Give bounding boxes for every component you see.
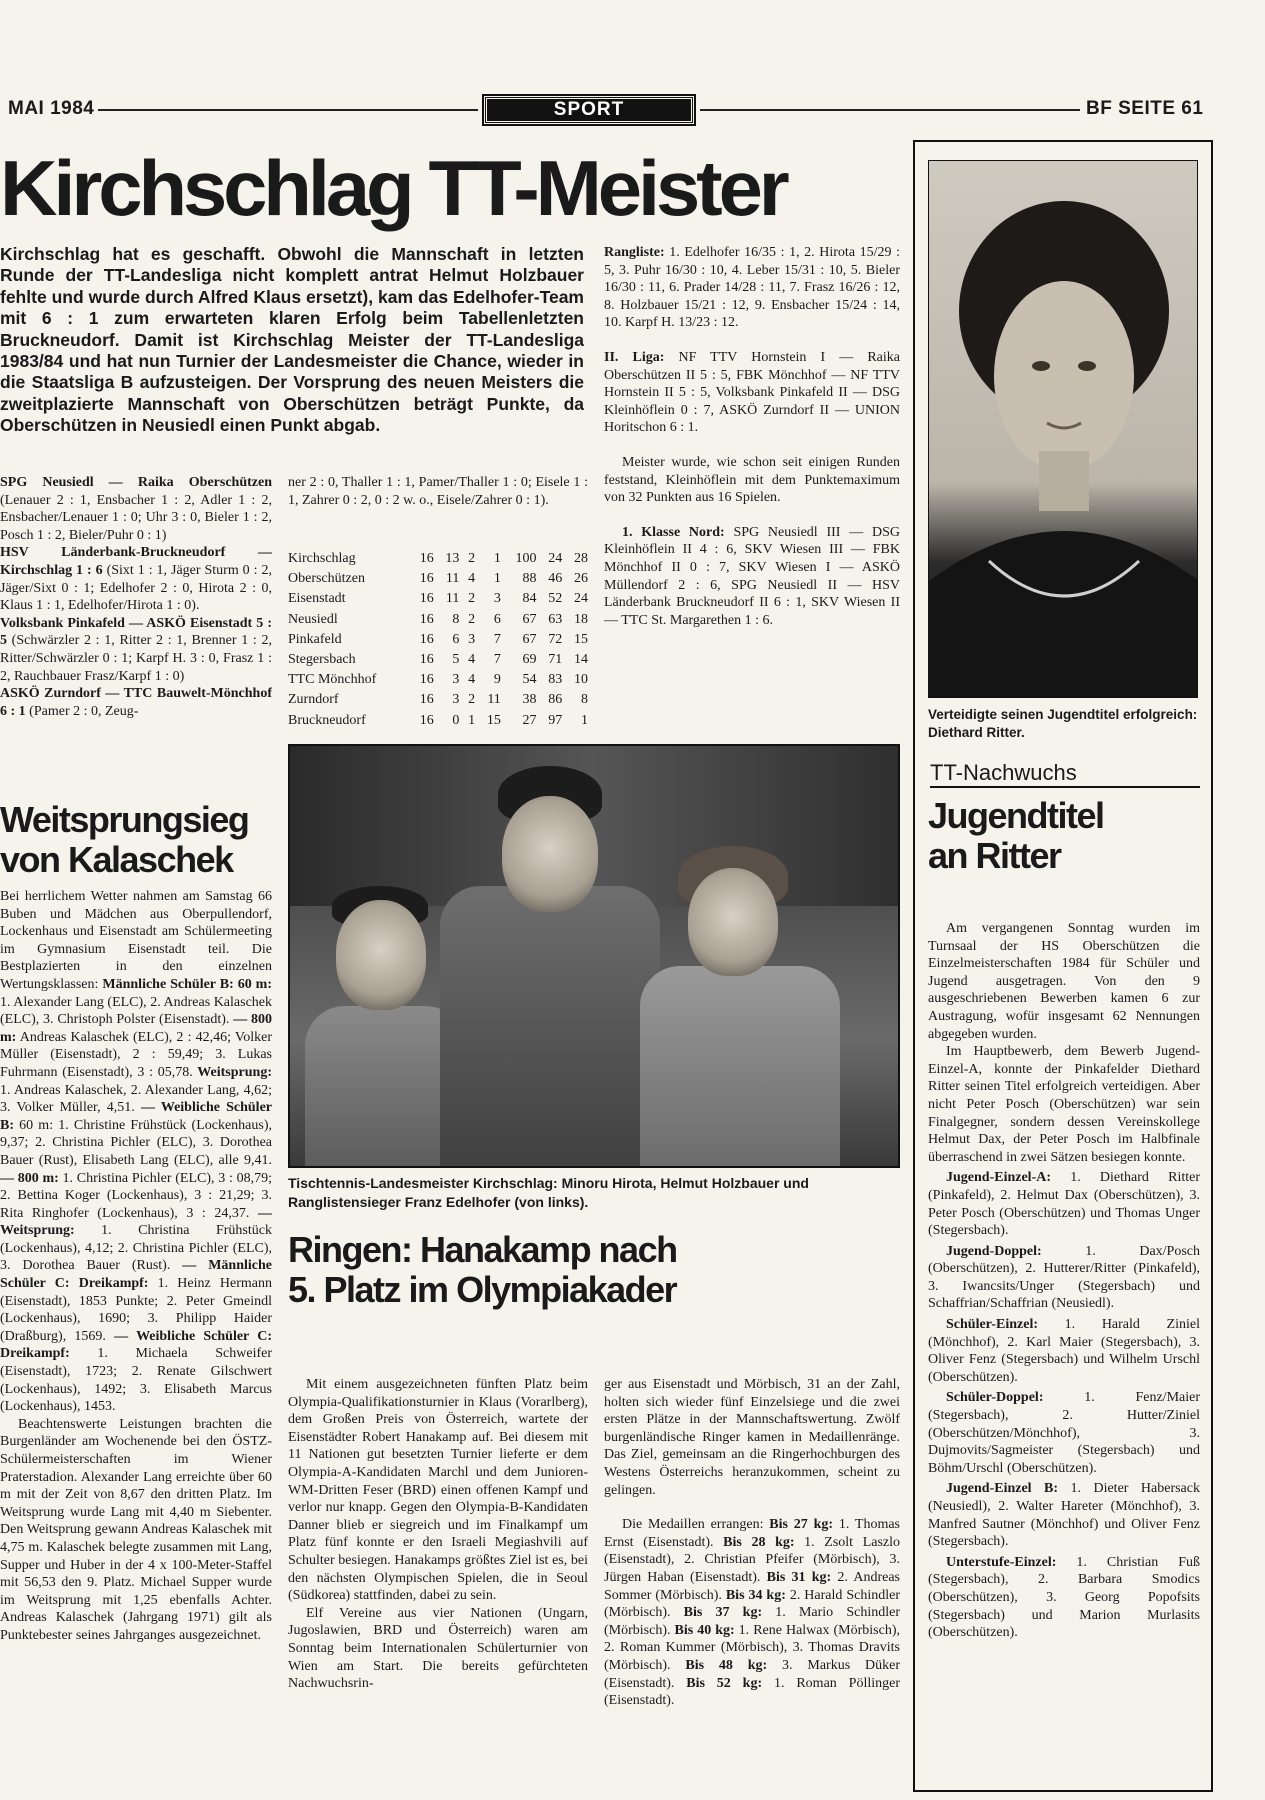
ringen-headline-line2: 5. Platz im Olympiakader (288, 1269, 677, 1310)
text: 60 m: 1. Christine Frühstück (Lockenhaus), 9,37; 2. Christina Pichler (ELC), 3. Dorothea Bauer (Rust), Elisabeth Lang (ELC), alle 9,41. (0, 1117, 272, 1168)
page-header (0, 96, 1220, 126)
table-cell-sf: 88 (522, 571, 537, 587)
weitsprung-results (0, 888, 272, 1416)
table-cell-u: 4 (468, 571, 476, 587)
text: 1. Andreas Kalaschek, 2. Alexander Lang, 4,62; 3. Volker Müller, 4,51. (0, 1082, 272, 1116)
sidebar-kicker: TT-Nachwuchs (930, 760, 1200, 788)
sidebar-headline (928, 796, 1200, 906)
lead-text: Kirchschlag hat es geschafft. Obwohl die Mannschaft in letzten Runde der TT-Landesliga nicht komplett antrat Helmut Holzbauer fehlte und wurde durch Alfred Klaus ersetzt), kam das Edelhofer-Team mit 6 : 1 zum erwarteten klaren Erfolg beim Tabellenletzten Bruckneudorf. Damit ist Kirchschlag Meister der TT-Landesliga 1983/84 und hat nun Turnier der Landesmeister die Chance, wieder in die Staatsliga B aufzusteigen. Der Vorsprung des neuen Meisters die zweitplazierte Mannschaft von Oberschützen beträgt Punkte, da Oberschützen in Neusiedl einen Punkt abgab. (0, 244, 584, 436)
table-cell-sp: 16 (419, 692, 434, 708)
sidebar-para2: Im Hauptbewerb, dem Bewerb Jugend-Einzel-A, konnte der Pinkafelder Diethard Ritter seinen Titel erfolgreich verteidigen. Aber nicht Peter Posch (Oberschützen) war sein Finalgegner, sondern dessen Vereinskollege Helmut Dax, der Peter Posch im Halbfinale überraschend in zwei Sätzen besiegen konnte. (928, 1044, 1200, 1165)
result-detail: (Schwärzler 2 : 1, Ritter 2 : 1, Brenner 1 : 2, Ritter/Schwärzler 0 : 1; Karpf H. 3 : 0, Frasz 1 : 2, Rauchbauer Frasz/Karpf 1 : 0) (0, 633, 272, 684)
ringen-column-left (288, 1376, 588, 1786)
table-cell-team: Bruckneudorf (288, 712, 366, 728)
table-cell-team: Oberschützen (288, 571, 365, 587)
table-row (288, 569, 588, 589)
ringen-column-right (604, 1376, 900, 1786)
table-cell-u: 2 (468, 611, 476, 627)
category: — 800 m: (0, 1012, 272, 1045)
result-category (928, 1480, 1200, 1550)
category: Weitsprung: (192, 1064, 272, 1080)
table-cell-sp: 16 (419, 631, 434, 647)
result-category (928, 1389, 1200, 1477)
rangliste-label: Rangliste: (604, 245, 665, 260)
table-cell-sf: 100 (515, 551, 537, 567)
table-cell-u: 2 (468, 551, 476, 567)
table-cell-p: 28 (574, 551, 588, 567)
category: — Weibliche Schüler C: Dreikampf: (0, 1328, 272, 1362)
table-row (288, 630, 588, 650)
table-cell-sf: 84 (522, 591, 537, 607)
result-pairing: ASKÖ Zurndorf — TTC Bauwelt-Mönchhof 6 : 1 (0, 686, 272, 719)
section-badge: SPORT (484, 96, 694, 124)
table-cell-team: Pinkafeld (288, 631, 342, 647)
table-row (288, 549, 588, 569)
liga2-label: II. Liga: (604, 349, 665, 365)
liga2-text: NF TTV Hornstein I — Raika Oberschützen II 5 : 5, FBK Mönchhof — NF TTV Hornstein II 5 : 5, Volksbank Pinkafeld II — DSG Kleinhöflein 0 : 7, ASKÖ Zurndorf II — UNION Horitschon 6 : 1. (604, 349, 900, 436)
text: Bei herrlichem Wetter nahmen am Samstag 66 Buben und Mädchen aus Oberpullendorf, Lockenhaus und Eisenstadt am Schülermeeting im Gymnasium Eisenstadt teil. Die Bestplazierten in den einzelnen Wertungsklassen: (0, 889, 272, 992)
table-cell-sf: 69 (522, 652, 537, 668)
result-entry (0, 615, 272, 685)
table-cell-p: 14 (574, 652, 588, 668)
text: 1. Christina Frühstück (Lockenhaus), 4,12; 2. Christina Pichler (ELC), 3. Dorothea Bauer (Rust). (0, 1223, 272, 1274)
medals-intro: Die Medaillen errangen: (622, 1517, 764, 1533)
table-row (288, 670, 588, 690)
sidebar-para1: Am vergangenen Sonntag wurden im Turnsaal der HS Oberschützen die Einzelmeisterschaften 1984 für Schüler und Jugend ausgetragen. Von den 9 ausgeschriebenen Bewerben kamen 6 zur Austragung, wofür insgesamt 62 Nennungen abgegeben wurden. (928, 921, 1200, 1042)
header-rule-right (700, 109, 1080, 111)
table-cell-sp: 16 (419, 551, 434, 567)
table-cell-team: Neusiedl (288, 611, 338, 627)
ringen-headline (288, 1230, 900, 1330)
klasse-label: 1. Klasse Nord: (622, 524, 725, 540)
table-cell-s: 11 (445, 591, 460, 607)
table-cell-sf: 27 (522, 712, 537, 728)
category-label: Unterstufe-Einzel: (946, 1554, 1057, 1570)
ringen-para1: Mit einem ausgezeichneten fünften Platz beim Olympia-Qualifikationsturnier in Klaus (Vorarlberg), dem Großen Preis von Österreich, wartete der Eisenstädter Robert Hanakamp auf. Bei diesem mit 11 Nationen gut besetzten Turnier lieferte er dem Olympia-A-Kandidaten Marchl und dem Junioren-WM-Dritten Feser (BRD) einen offenen Kampf und verlor nur knapp. Gegen den Olympia-B-Kandidaten Danner blieb er siegreich und im Finalkampf um Platz fünf konnte er den Israeli Megiashvili auf Schulter besiegen. Hanakamps größtes Ziel ist es, bei den nächsten Olympischen Spielen, die in Seoul (Südkorea) stattfinden, dabei zu sein. (288, 1377, 588, 1604)
category-placings: 1. Christian Fuß (Stegersbach), 2. Barbara Smodics (Oberschützen), 3. Georg Popofsits (Stegersbach) und Marion Murlasits (Oberschützen). (928, 1554, 1200, 1641)
table-cell-n: 15 (486, 712, 501, 728)
weight-class: Bis 40 kg: (670, 1622, 735, 1638)
table-cell-s: 11 (445, 571, 460, 587)
weight-class: Bis 28 kg: (713, 1534, 795, 1550)
table-cell-team: Eisenstadt (288, 591, 346, 607)
table-row (288, 589, 588, 609)
table-cell-n: 11 (487, 692, 501, 708)
table-cell-s: 8 (452, 611, 460, 627)
category-placings: 1. Dieter Habersack (Neusiedl), 2. Walter Hareter (Mönchhof), 3. Manfred Sautner (Mönchhof) und Oliver Fenz (Stegersbach). (928, 1481, 1200, 1550)
table-cell-p: 8 (581, 692, 588, 708)
table-cell-sa: 83 (548, 672, 563, 688)
table-cell-n: 7 (493, 652, 501, 668)
table-cell-sf: 67 (522, 611, 537, 627)
table-row (288, 650, 588, 670)
category: Männliche Schüler B: 60 m: (98, 976, 272, 992)
issue-date: MAI 1984 (8, 98, 95, 119)
result-category (928, 1316, 1200, 1386)
table-cell-sa: 97 (548, 712, 563, 728)
page-number: BF SEITE 61 (1086, 98, 1204, 119)
table-cell-n: 1 (493, 551, 501, 567)
main-headline: Kirchschlag TT-Meister (0, 144, 786, 232)
table-cell-s: 3 (452, 672, 460, 688)
rangliste (604, 244, 900, 332)
table-cell-sf: 38 (522, 692, 537, 708)
weitsprung-staats: Beachtenswerte Leistungen brachten die Burgenländer am Wochenende bei den ÖSTZ-Schülermeisterschaften im Wiener Praterstadion. Alexander Lang erreichte über 60 m mit der Zeit von 8,67 den dritten Platz. Im Weitsprung wurde Lang mit 4,40 m Siebenter. Den Weitsprung gewann Andreas Kalaschek mit 4,75 m. Kalaschek belegte zusammen mit Lang, Supper und Huber in der 4 x 100-Meter-Staffel mit 56,53 den 9. Platz. Michael Supper wurde im Weitsprung mit 1,25 ebenfalls Achter. Andreas Kalaschek (Jahrgang 1971) gilt als Punktebester seines Jahrganges ausgezeichnet. (0, 1416, 272, 1643)
table-cell-n: 9 (493, 672, 501, 688)
text: 1. Heinz Hermann (Eisenstadt), 1853 Punkte; 2. Peter Gmeindl (Lockenhaus), 1690; 3. Philipp Haider (Draßburg), 1569. (0, 1276, 272, 1344)
table-cell-sp: 16 (419, 712, 434, 728)
table-cell-s: 0 (452, 712, 460, 728)
table-cell-sa: 63 (548, 611, 563, 627)
rangliste-column (604, 244, 900, 712)
table-cell-p: 1 (581, 712, 588, 728)
table-cell-p: 15 (574, 631, 588, 647)
table-cell-s: 3 (452, 692, 460, 708)
table-cell-u: 1 (468, 712, 476, 728)
medal-winners: 2. Harald Schindler (Mörbisch). (604, 1587, 900, 1621)
table-cell-sp: 16 (419, 591, 434, 607)
weitsprung-body (0, 888, 272, 1788)
result-continuation: ner 2 : 0, Thaller 1 : 1, Pamer/Thaller 1 : 0; Eisele 1 : 1, Zahrer 0 : 2, 0 : 2 w. o., Eisele/Zahrer 0 : 1). (288, 475, 588, 508)
table-cell-sa: 71 (548, 652, 563, 668)
medal-winners: 1. Rene Halwax (Mörbisch), 2. Roman Kummer (Mörbisch), 3. Thomas Dravits (Mörbisch). (604, 1622, 900, 1673)
category-label: Jugend-Einzel B: (946, 1481, 1059, 1497)
table-cell-s: 6 (452, 631, 460, 647)
weitsprung-headline-line1: Weitsprungsieg (0, 800, 249, 840)
table-cell-u: 2 (468, 591, 476, 607)
table-cell-p: 24 (574, 591, 588, 607)
weight-class: Bis 27 kg: (763, 1517, 834, 1533)
result-category (928, 1243, 1200, 1313)
klasse-nord (604, 524, 900, 630)
category: — Männliche Schüler C: Dreikampf: (0, 1258, 272, 1292)
weitsprung-headline-line2: von Kalaschek (0, 839, 233, 880)
liga2 (604, 349, 900, 437)
sidebar-headline-line1: Jugendtitel (928, 796, 1104, 836)
category-label: Schüler-Einzel: (946, 1317, 1039, 1333)
ringen-medals (604, 1516, 900, 1710)
result-detail: (Lenauer 2 : 1, Ensbacher 1 : 2, Adler 1 : 2, Ensbacher/Lenauer 1 : 0; Uhr 3 : 0, Bieler 1 : 2, Posch 1 : 2, Bieler/Puhr 0 : 1) (0, 492, 272, 543)
ringen-para2: Elf Vereine aus vier Nationen (Ungarn, Jugoslawien, BRD und Österreich) waren am Sonntag beim Internationalen Schülerturnier von Wien am Start. Die bereits gefürchteten Nachwuchsrin- (288, 1605, 588, 1692)
table-row (288, 610, 588, 630)
table-cell-p: 26 (574, 571, 588, 587)
weight-class: Bis 52 kg: (674, 1675, 763, 1691)
medal-list (604, 1517, 900, 1708)
medal-winners: 1. Roman Pöllinger (Eisenstadt). (604, 1675, 900, 1709)
result-pairing: HSV Länderbank-Bruckneudorf — Kirchschlag 1 : 6 (0, 545, 272, 578)
table-cell-sa: 24 (548, 551, 563, 567)
table-cell-u: 2 (468, 692, 476, 708)
weight-class: Bis 34 kg: (721, 1587, 786, 1603)
category-label: Jugend-Doppel: (946, 1243, 1042, 1259)
category: — Weibliche Schüler B: (0, 1100, 272, 1133)
result-entry (0, 685, 272, 720)
table-row (288, 690, 588, 710)
table-cell-n: 6 (493, 611, 501, 627)
table-cell-team: Kirchschlag (288, 551, 356, 567)
ringen-para3: ger aus Eisenstadt und Mörbisch, 31 an der Zahl, holten sich wieder fünf Einzelsiege und die zwei ersten Plätze in der Mannschaftswertung. Zwölf burgenländische Ringer kamen in Medaillenränge. Das Ziel, gemeinsam an die Ringerhochburgen des Westens Österreichs heranzukommen, scheint zu gelingen. (604, 1377, 900, 1498)
table-cell-sp: 16 (419, 652, 434, 668)
result-detail: (Sixt 1 : 1, Jäger Sturm 0 : 2, Jäger/Sixt 0 : 1; Edelhofer 2 : 0, Hirota 2 : 0, Klaus 1 : 1, Edelhofer/Hirota 1 : 0). (0, 562, 272, 614)
person-middle (450, 766, 650, 1166)
medal-winners: 1. Thomas Ernst (Eisenstadt). (604, 1517, 900, 1550)
result-category (928, 1554, 1200, 1642)
table-cell-n: 7 (493, 631, 501, 647)
table-cell-sp: 16 (419, 571, 434, 587)
sidebar-results (928, 1169, 1200, 1641)
weight-class: Bis 48 kg: (670, 1657, 768, 1673)
result-entry (0, 474, 272, 544)
weight-class: Bis 31 kg: (760, 1569, 832, 1585)
text: 1. Alexander Lang (ELC), 2. Andreas Kalaschek (ELC), 3. Christoph Polster (Eisenstadt). (0, 994, 272, 1028)
table-row (288, 711, 588, 731)
table-cell-sf: 67 (522, 631, 537, 647)
table-cell-team: Zurndorf (288, 692, 339, 708)
result-detail: (Pamer 2 : 0, Zeug- (25, 703, 139, 719)
table-cell-team: Stegersbach (288, 652, 356, 668)
ringen-headline-line1: Ringen: Hanakamp nach (288, 1230, 677, 1270)
result-category (928, 1169, 1200, 1239)
text: Andreas Kalaschek (ELC), 2 : 42,46; Volker Müller (Eisenstadt), 2 : 59,49; 3. Lukas Fuhrmann (Eisenstadt), 3 : 05,78. (0, 1029, 272, 1080)
medal-winners: 1. Zsolt Laszlo (Eisenstadt), 2. Christian Pfeifer (Mörbisch), 3. Jürgen Haban (Eisenstadt). (604, 1534, 900, 1585)
results-column-left (0, 474, 272, 792)
table-cell-sa: 46 (548, 571, 563, 587)
table-cell-u: 4 (468, 652, 476, 668)
category-placings: 1. Dax/Posch (Oberschützen), 2. Hutterer/Ritter (Pinkafeld), 3. Iwancsits/Unger (Stegersbach) und Schaffrian/Schaffrian (Neusiedl). (928, 1243, 1200, 1312)
table-cell-team: TTC Mönchhof (288, 672, 377, 688)
result-pairing: SPG Neusiedl — Raika Oberschützen (0, 475, 272, 490)
table-cell-n: 1 (493, 571, 501, 587)
header-rule-left (98, 109, 478, 111)
table-cell-sp: 16 (419, 672, 434, 688)
table-cell-sp: 16 (419, 611, 434, 627)
team-photo-caption: Tischtennis-Landesmeister Kirchschlag: Minoru Hirota, Helmut Holzbauer und Ranglistensieger Franz Edelhofer (von links). (288, 1175, 809, 1210)
table-cell-s: 13 (445, 551, 460, 567)
table-cell-sa: 72 (548, 631, 563, 647)
ritter-photo (928, 160, 1198, 698)
table-cell-sa: 86 (548, 692, 563, 708)
text: 1. Christina Pichler (ELC), 3 : 08,79; 2. Bettina Koger (Lockenhaus), 3 : 21,29; 3. Rita Ringhofer (Lockenhaus), 3 : 24,37. (0, 1170, 272, 1221)
meister-text: Meister wurde, wie schon seit einigen Runden feststand, Kleinhöflein mit dem Punktemaximum von 32 Punkten aus 16 Spielen. (604, 454, 900, 506)
team-photo (288, 744, 900, 1168)
portrait-illustration (929, 161, 1198, 698)
category-placings: 1. Fenz/Maier (Stegersbach), 2. Hutter/Ziniel (Oberschützen/Mönchhof), 3. Dujmovits/Sagmeister (Stegersbach) und Böhm/Urschl (Oberschützen). (928, 1390, 1200, 1476)
sidebar-headline-line2: an Ritter (928, 835, 1061, 876)
table-cell-sf: 54 (522, 672, 537, 688)
results-column-mid (288, 474, 588, 544)
category-placings: 1. Diethard Ritter (Pinkafeld), 2. Helmut Dax (Oberschützen), 3. Peter Posch (Oberschützen) und Thomas Unger (Stegersbach). (928, 1170, 1200, 1239)
result-entry (0, 544, 272, 614)
table-cell-sa: 52 (548, 591, 563, 607)
main-lead (0, 244, 584, 464)
table-cell-p: 18 (574, 611, 588, 627)
medal-winners: 1. Mario Schindler (Mörbisch). (604, 1605, 900, 1638)
weight-class: Bis 37 kg: (670, 1605, 763, 1621)
category-label: Jugend-Einzel-A: (946, 1170, 1051, 1186)
ritter-caption: Verteidigte seinen Jugendtitel erfolgreich: Diethard Ritter. (928, 707, 1198, 740)
category-label: Schüler-Doppel: (946, 1390, 1044, 1406)
table-cell-u: 4 (468, 672, 476, 688)
table-cell-s: 5 (452, 652, 460, 668)
weitsprung-headline (0, 800, 272, 884)
sidebar-body (928, 920, 1200, 1788)
category-placings: 1. Harald Ziniel (Mönchhof), 2. Karl Maier (Stegersbach), 3. Oliver Fenz (Stegersbach) und Wilhelm Urschl (Oberschützen). (928, 1317, 1200, 1385)
klasse-text: SPG Neusiedl III — DSG Kleinhöflein II 4 : 6, SKV Wiesen III — FBK Mönchhof II 0 : 7, SKV Wiesen I — ASKÖ Müllendorf 2 : 6, SPG Neusiedl II — HSV Länderbank Bruckneudorf II 6 : 1, SKV Wiesen II — TTC St. Margarethen 1 : 6. (604, 524, 900, 628)
medal-winners: 3. Markus Düker (Eisenstadt). (604, 1657, 900, 1691)
text: 1. Michaela Schweifer (Eisenstadt), 1723; 2. Renate Gilschwert (Lockenhaus), 1492; 3. Elisabeth Marcus (Lockenhaus), 1453. (0, 1346, 272, 1415)
person-right (650, 846, 820, 1166)
result-pairing: Volksbank Pinkafeld — ASKÖ Eisenstadt 5 : 5 (0, 615, 272, 649)
table-cell-n: 3 (493, 591, 501, 607)
category: — 800 m: (0, 1170, 59, 1186)
table-cell-u: 3 (468, 631, 476, 647)
medal-winners: 2. Andreas Sommer (Mörbisch). (604, 1569, 900, 1603)
league-table (288, 549, 588, 731)
category: — Weitsprung: (0, 1205, 272, 1239)
rangliste-text: 1. Edelhofer 16/35 : 1, 2. Hirota 15/29 : 5, 3. Puhr 16/30 : 10, 4. Leber 15/31 : 10, 5. Bieler 16/30 : 11, 6. Prader 14/28 : 11, 7. Frasz 16/26 : 12, 8. Holzbauer 15/21 : 12, 9. Ensbacher 15/24 : 14, 10. Karpf H. 13/23 : 12. (604, 245, 900, 331)
table-cell-p: 10 (574, 672, 588, 688)
